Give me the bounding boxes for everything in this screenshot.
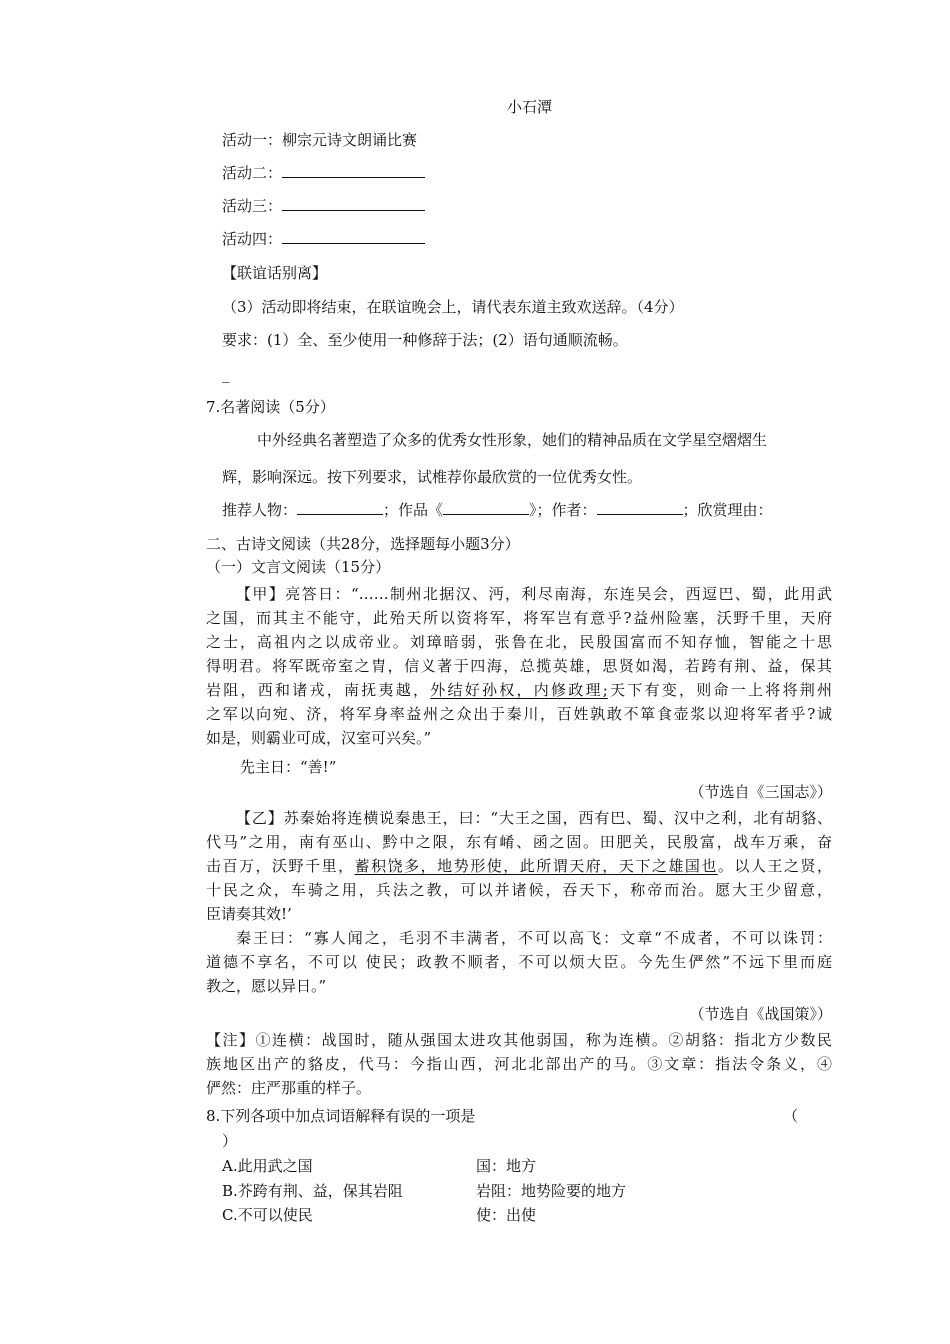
farewell-q3: （3）活动即将结束，在联谊晚会上，请代表东道主致欢送辞。（4分） [222, 298, 684, 316]
jia-row5-post: 天下有变，则命一上将将荆州 [607, 681, 832, 699]
jia-row: 之国，而其主不能守，此殆天所以资将军，将军岂有意乎?益州险塞，沃野千里，天府 [206, 609, 832, 627]
option-a-explain: 国：地方 [476, 1157, 537, 1175]
q8-stem: 8.下列各项中加点词语解释有误的一项是 [206, 1107, 476, 1125]
recommend-person-label: 推荐人物： [222, 501, 298, 519]
note-row: 俨然：庄严那重的样子。 [206, 1079, 372, 1097]
recommend-work-close: 》；作者： [529, 501, 597, 519]
q7-title: 7.名著阅读（5分） [206, 398, 335, 416]
jia-lord-reply: 先主日：“善!” [240, 758, 337, 776]
jia-row: 之士，高祖内之以成帝业。刘璋暗弱，张鲁在北，民殷国富而不知存恤，智能之十思 [206, 633, 832, 651]
passage-yi [206, 806, 832, 998]
jia-row5-pre: 岩阻，西和诸戎，南抚夷越， [206, 681, 431, 699]
option-c-explain: 使：出使 [476, 1206, 537, 1224]
activity-2-label: 活动二： [222, 164, 283, 182]
jia-underlined-phrase: 外结好孙权，内修政理; [430, 681, 608, 699]
option-b[interactable]: B.芥跨有荆、益，保其岩阻 [222, 1182, 403, 1200]
yi-row: 【乙】苏秦始将连横说秦患王，曰：“大王之国，西有巴、蜀、汉中之利，北有胡貉、 [236, 809, 832, 827]
recommend-work-open: ；作品《 [383, 501, 444, 519]
q7-line-1: 中外经典名著塑造了众多的优秀女性形象，她们的精神品质在文学星空熠熠生 [257, 431, 768, 449]
yi-source: （节选自《战国策》） [689, 1005, 832, 1023]
recommend-author-blank[interactable] [597, 500, 683, 515]
activity-1 [222, 130, 417, 150]
jia-row-underlined [206, 678, 832, 702]
activity-3 [222, 196, 425, 216]
activity-3-label: 活动三： [222, 197, 283, 215]
yi-underlined-phrase: 蓄积饶多，地势形使，此所谓天府，天下之雄国也 [354, 857, 718, 875]
activity-3-blank[interactable] [282, 196, 425, 211]
q7-line-2: 辉，影响深远。按下列要求，试椎荐你最欣赏的一位优秀女性。 [222, 468, 643, 486]
option-b-explain: 岩阻：地势险要的地方 [476, 1182, 627, 1200]
yi-row: 臣请奏其效!’ [206, 905, 292, 923]
jia-row: 如是，则霸业可成，汉室可兴矣。” [206, 729, 432, 747]
yi-row: 十民之众，车骑之用，兵法之教，可以并诸候，吞天下，称帝而治。愿大王少留意， [206, 881, 832, 899]
yi-row3-post: 。以人王之贤， [717, 857, 832, 875]
q7-recommend [222, 500, 773, 520]
activity-1-label: 活动一： [222, 131, 283, 149]
jia-row: 之军以向宛、济，将军身率益州之众出于秦川，百姓孰敢不箪食壶浆以迎将军者乎?诚 [206, 705, 832, 723]
note-row: 【注】①连横：战国时，随从强国太进攻其他弱国，称为连横。②胡貉：指北方少数民 [206, 1031, 832, 1049]
jia-row: 【甲】亮答日：“……制州北据汉、沔，利尽南海，东连吴会，西逗巴、蜀，此用武 [236, 585, 832, 603]
yi-row: 代马”之用，南有巫山、黔中之限，东有崤、函之固。田肥关，民殷富，战车万乘，奋 [206, 833, 832, 851]
section2-subtitle: （一）文言文阅读（15分） [206, 558, 391, 576]
passage-jia [206, 582, 832, 750]
option-c[interactable]: C.不可以使民 [222, 1206, 313, 1224]
jia-source: （节选自《三国志》） [689, 783, 832, 801]
activity-2 [222, 163, 425, 183]
yi-row-underlined [206, 854, 832, 878]
activity-4-label: 活动四： [222, 230, 283, 248]
option-a[interactable]: A.此用武之国 [222, 1157, 313, 1175]
q8-paren-close: ） [222, 1132, 238, 1150]
yi-king-row: 道德不享名，不可以 使民；政教不顺者，不可以烦大臣。今先生俨然”不远下里而庭 [206, 953, 832, 971]
yi-row3-pre: 击百万，沃野千里， [206, 857, 355, 875]
activity-1-value: 柳宗元诗文朗诵比赛 [282, 131, 418, 149]
page-title: 小石潭 [506, 98, 552, 116]
note [206, 1028, 832, 1100]
jia-row: 得明君。将军既帝室之胄，信义著于四海，总揽英雄，思贤如渴，若跨有荆、益，保其 [206, 657, 832, 675]
activity-4 [222, 229, 425, 249]
answer-dash: _ [222, 365, 230, 383]
yi-king-row: 秦王曰：“寡人闻之，毛羽不丰满者，不可以高飞：文章“不成者，不可以诛罚： [236, 929, 832, 947]
yi-king-row: 教之，愿以异日。” [206, 977, 327, 995]
activity-4-blank[interactable] [282, 229, 425, 244]
farewell-requirement: 要求：(1）全、至少使用一种修辞于法；(2）语句通顺流畅。 [222, 331, 628, 349]
note-row: 族地区出产的貉皮，代马：今指山西，河北北部出产的马。③文章：指法令条义，④ [206, 1055, 832, 1073]
q8-paren-open: （ [783, 1107, 799, 1125]
activity-2-blank[interactable] [282, 163, 425, 178]
recommend-person-blank[interactable] [297, 500, 383, 515]
recommend-work-blank[interactable] [443, 500, 529, 515]
section2-title: 二、古诗文阅读（共28分，选择题每小题3分） [206, 535, 520, 553]
farewell-heading: 【联谊话别离】 [222, 264, 328, 282]
recommend-reason-label: ；欣赏理由： [682, 501, 773, 519]
